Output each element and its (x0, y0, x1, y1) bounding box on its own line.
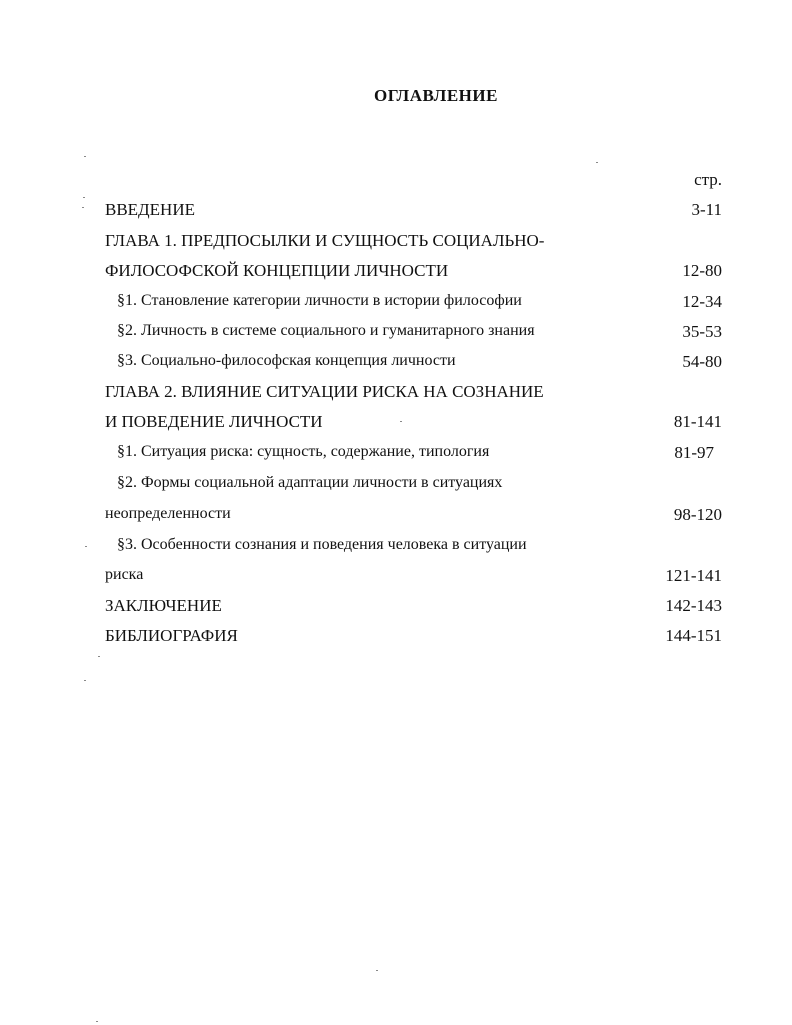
toc-line-text: ВВЕДЕНИЕ (105, 200, 195, 219)
toc-line-pages: 142-143 (665, 596, 722, 615)
page-column-header (0, 170, 792, 194)
scan-speck (85, 546, 87, 547)
toc-line-text: риска (105, 566, 144, 583)
toc-line-pages: 121-141 (665, 566, 722, 585)
toc-line-text: И ПОВЕДЕНИЕ ЛИЧНОСТИ (105, 412, 323, 431)
toc-line-text: §1. Ситуация риска: сущность, содержание, типология (117, 443, 490, 460)
toc-line-text: §3. Особенности сознания и поведения человека в ситуации (117, 536, 527, 553)
toc-line-text: §3. Социально-философская концепция личности (117, 352, 456, 369)
toc-line (0, 412, 792, 436)
toc-line-pages: 12-80 (682, 261, 722, 280)
toc-line-text: неопределенности (105, 505, 231, 522)
toc-line (0, 474, 792, 498)
toc-line (0, 292, 792, 316)
toc-line-text: §1. Становление категории личности в истории философии (117, 292, 522, 309)
scan-speck (376, 970, 378, 971)
toc-line-text: ГЛАВА 2. ВЛИЯНИЕ СИТУАЦИИ РИСКА НА СОЗНАНИЕ (105, 382, 544, 401)
toc-line (0, 626, 792, 650)
toc-line (0, 536, 792, 560)
toc-line (0, 352, 792, 376)
toc-line-text: ФИЛОСОФСКОЙ КОНЦЕПЦИИ ЛИЧНОСТИ (105, 261, 449, 280)
scan-speck (84, 680, 86, 681)
scan-speck (82, 207, 84, 208)
toc-line-pages: 54-80 (682, 352, 722, 371)
scan-speck (96, 1021, 98, 1022)
toc-line-pages: 81-141 (673, 412, 722, 431)
toc-line (0, 566, 792, 590)
toc-line (0, 200, 792, 224)
toc-line (0, 322, 792, 346)
page-column-label: стр. (694, 170, 722, 189)
toc-line-text: БИБЛИОГРАФИЯ (105, 626, 238, 645)
scan-speck (596, 162, 598, 163)
toc-line-pages: 12-34 (682, 292, 722, 311)
toc-line-text: §2. Формы социальной адаптации личности в ситуациях (117, 474, 503, 491)
toc-line-text: §2. Личность в системе социального и гуманитарного знания (117, 322, 535, 339)
scan-speck (98, 656, 100, 657)
toc-line (0, 382, 792, 406)
toc-line (0, 505, 792, 529)
toc-line-pages: 3-11 (691, 200, 722, 219)
scan-speck (83, 197, 85, 198)
toc-line-text: ЗАКЛЮЧЕНИЕ (105, 596, 222, 615)
toc-line-pages: 144-151 (665, 626, 722, 645)
toc-line (0, 443, 792, 467)
toc-line-pages: 81-97 (674, 443, 714, 462)
toc-line (0, 596, 792, 620)
toc-line (0, 231, 792, 255)
toc-line (0, 261, 792, 285)
toc-line-pages: 35-53 (682, 322, 722, 341)
toc-line-pages: 98-120 (673, 505, 722, 524)
scan-speck (84, 156, 86, 157)
toc-line-text: ГЛАВА 1. ПРЕДПОСЫЛКИ И СУЩНОСТЬ СОЦИАЛЬНО- (105, 231, 545, 250)
page-title: ОГЛАВЛЕНИЕ (374, 86, 498, 105)
scan-speck (400, 421, 402, 422)
